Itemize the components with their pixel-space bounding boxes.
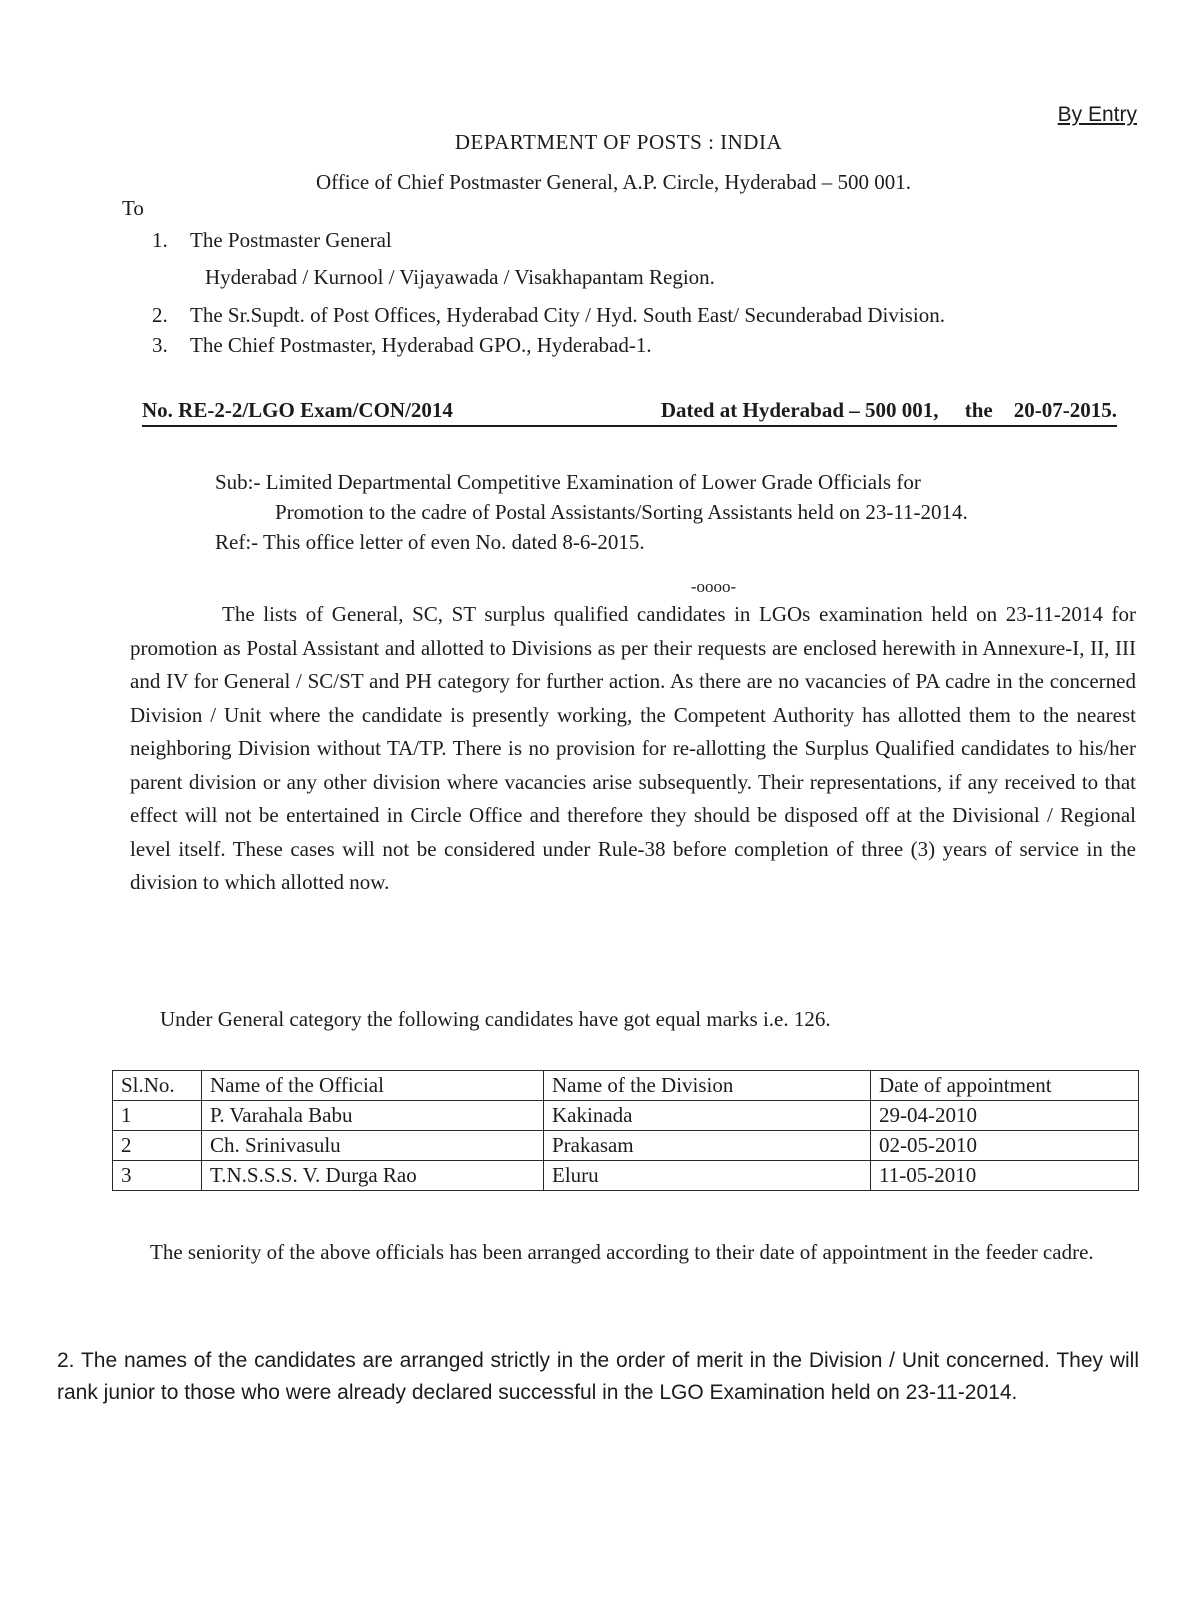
table-cell: 3 xyxy=(113,1161,202,1191)
table-cell: 11-05-2010 xyxy=(871,1161,1139,1191)
officials-table xyxy=(112,1070,1139,1191)
separator-mark: -oooo- xyxy=(690,577,737,596)
column-header-division: Name of the Division xyxy=(544,1071,871,1101)
office-heading: Office of Chief Postmaster General, A.P. Circle, Hyderabad – 500 001. xyxy=(315,170,912,194)
body-paragraph-1 xyxy=(130,598,1136,900)
addressee-3-line1: The Chief Postmaster, Hyderabad GPO., Hyderabad-1. xyxy=(190,333,652,357)
column-header-slno: Sl.No. xyxy=(113,1071,202,1101)
subject-line-2: Promotion to the cadre of Postal Assistants/Sorting Assistants held on 23-11-2014. xyxy=(275,500,968,524)
by-entry-note: By Entry xyxy=(1057,103,1137,126)
addressee-2-number: 2. xyxy=(152,303,168,327)
addressee-1-number: 1. xyxy=(152,228,168,252)
table-cell: 2 xyxy=(113,1131,202,1161)
reference-the: the xyxy=(964,398,993,422)
to-label: To xyxy=(122,196,144,220)
reference-line xyxy=(142,398,1117,427)
table-row xyxy=(113,1131,1139,1161)
table-cell: 1 xyxy=(113,1101,202,1131)
addressee-3-number: 3. xyxy=(152,333,168,357)
seniority-note-text: The seniority of the above officials has been arranged according to their date of appointment in the feeder cadre. xyxy=(150,1240,1094,1264)
table-header-row xyxy=(113,1071,1139,1101)
department-heading: DEPARTMENT OF POSTS : INDIA xyxy=(454,130,783,154)
table-cell: Ch. Srinivasulu xyxy=(202,1131,544,1161)
table-cell: P. Varahala Babu xyxy=(202,1101,544,1131)
addressee-2-line1: The Sr.Supdt. of Post Offices, Hyderabad City / Hyd. South East/ Secunderabad Division. xyxy=(190,303,945,327)
addressee-1-line2: Hyderabad / Kurnool / Vijayawada / Visakhapantam Region. xyxy=(205,265,715,289)
table-cell: Prakasam xyxy=(544,1131,871,1161)
point-2-paragraph: 2. The names of the candidates are arranged strictly in the order of merit in the Division / Unit concerned. They will rank junior to those who were already declared successful in the LGO Examination held on 23-11-2014. xyxy=(57,1349,1139,1404)
reference-date: 20-07-2015. xyxy=(1013,398,1117,422)
addressee-1-line1: The Postmaster General xyxy=(190,228,392,252)
table-cell: Kakinada xyxy=(544,1101,871,1131)
reference-number: No. RE-2-2/LGO Exam/CON/2014 xyxy=(142,398,453,422)
body-paragraph-1-text: The lists of General, SC, ST surplus qualified candidates in LGOs examination held on 23-11-2014 for promotion as Postal Assistant and allotted to Divisions as per their requests are enclosed herewith in Annexure-I, II, III and IV for General / SC/ST and PH category for further action. As there are no vacancies of PA cadre in the concerned Division / Unit where the candidate is presently working, the Competent Authority has allotted them to the nearest neighboring Division without TA/TP. There is no provision for re-allotting the Surplus Qualified candidates to his/her parent division or any other division where vacancies arise subsequently. Their representations, if any received to that effect will not be entertained in Circle Office and therefore they should be disposed off at the Divisional / Regional level itself. These cases will not be considered under Rule-38 before completion of three (3) years of service in the division to which allotted now. xyxy=(130,602,1136,894)
table-row xyxy=(113,1161,1139,1191)
table-cell: Eluru xyxy=(544,1161,871,1191)
table-row xyxy=(113,1101,1139,1131)
column-header-date: Date of appointment xyxy=(871,1071,1139,1101)
table-cell: 29-04-2010 xyxy=(871,1101,1139,1131)
table-cell: 02-05-2010 xyxy=(871,1131,1139,1161)
table-cell: T.N.S.S.S. V. Durga Rao xyxy=(202,1161,544,1191)
subject-line-1: Sub:- Limited Departmental Competitive Examination of Lower Grade Officials for xyxy=(215,470,921,494)
ref-line: Ref:- This office letter of even No. dated 8-6-2015. xyxy=(215,530,645,554)
equal-marks-statement: Under General category the following candidates have got equal marks i.e. 126. xyxy=(160,1007,831,1031)
column-header-name: Name of the Official xyxy=(202,1071,544,1101)
reference-dated-at: Dated at Hyderabad – 500 001, xyxy=(660,398,939,422)
seniority-note xyxy=(104,1236,1138,1269)
